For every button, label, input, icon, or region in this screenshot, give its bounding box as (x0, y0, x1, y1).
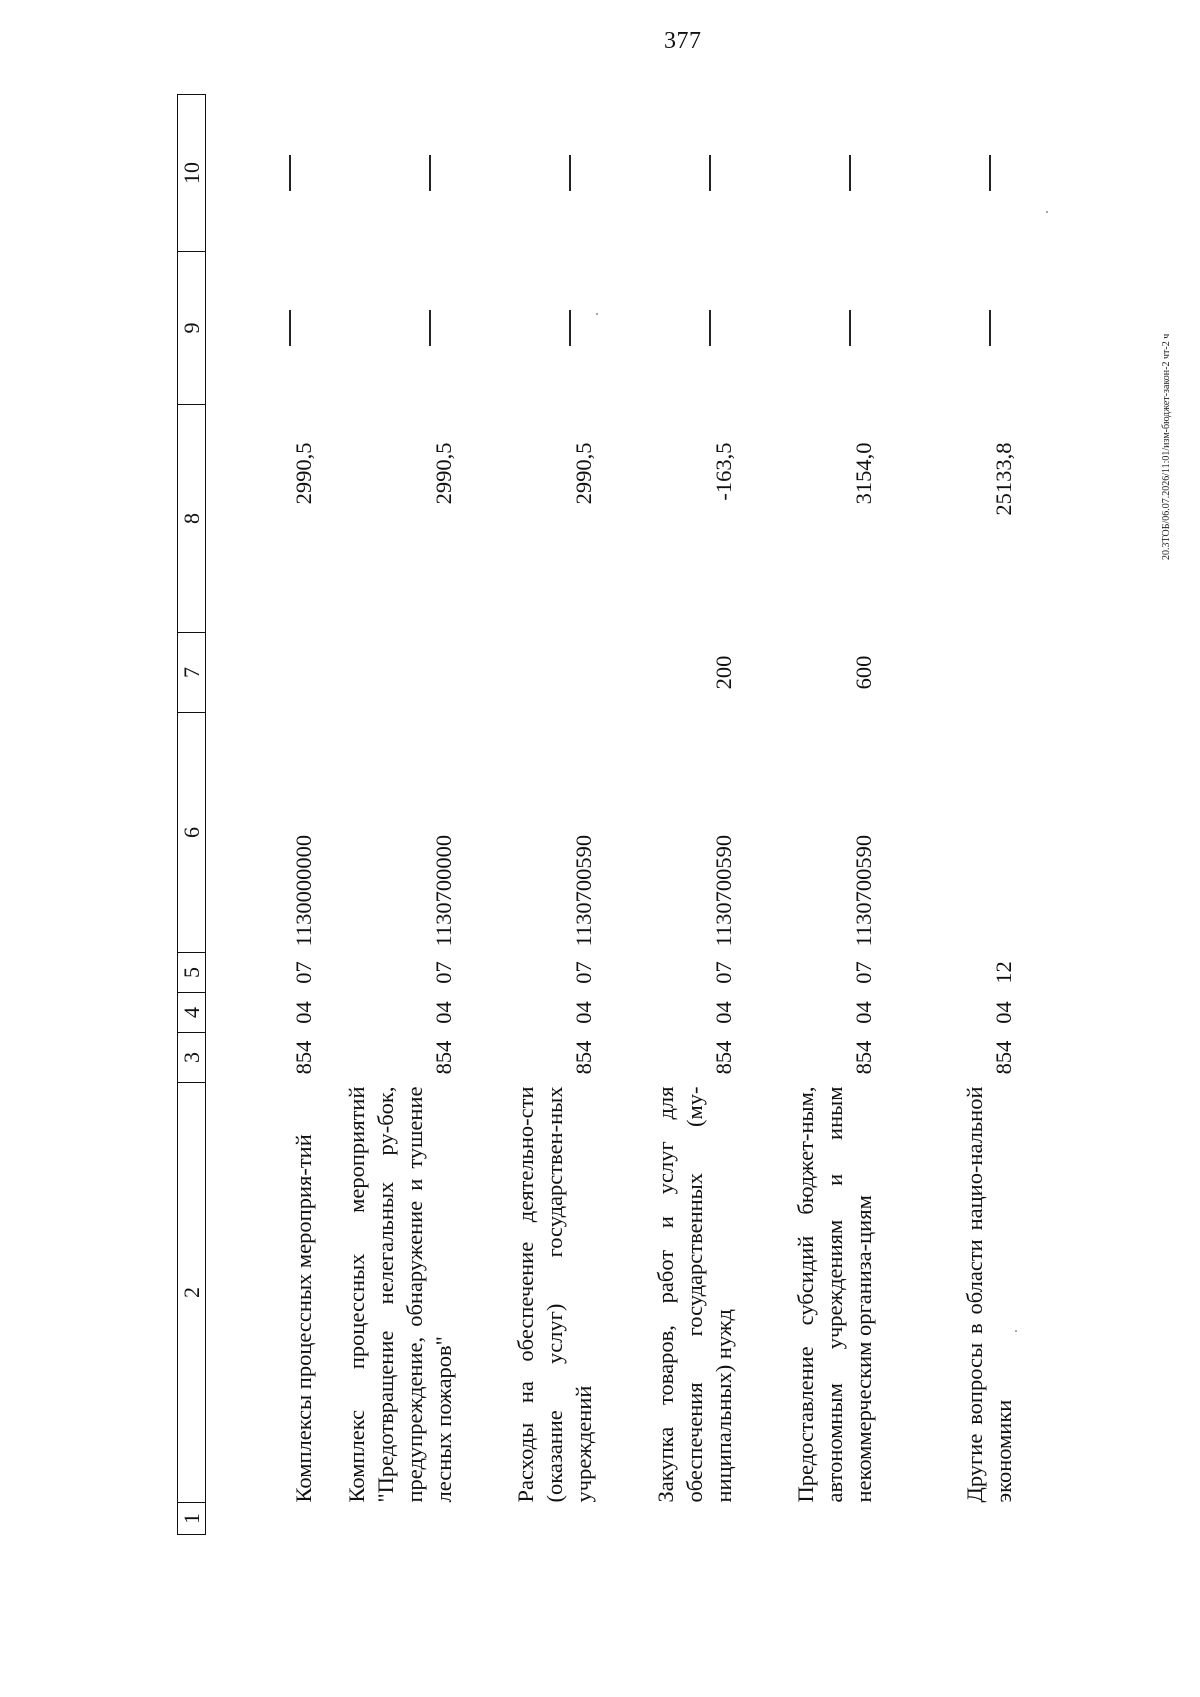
dash-cell (878, 252, 1018, 405)
code-cell: 04 (571, 1001, 596, 1024)
budget-table (177, 94, 1018, 1535)
table-row (598, 95, 738, 1535)
row-name-cell (878, 1083, 1018, 1503)
row-name: Комплекс процессных мероприятий "Предотвращение нелегальных ру-бок, предупреждение, обнаружение и тушение лесных пожаров" (344, 1086, 456, 1503)
row-name: Расходы на обеспечение деятельно-сти (оказание услуг) государствен-ных учреждений (513, 1086, 596, 1503)
dash-cell (318, 95, 458, 252)
row-name-cell (598, 1083, 738, 1503)
table-row (458, 95, 598, 1535)
row-name-cell (206, 1083, 319, 1503)
table-row (738, 95, 878, 1535)
code-cell: 1130700000 (431, 834, 456, 947)
row-name: Комплексы процессных мероприя-тий (291, 1134, 316, 1503)
code-cell: 854 (851, 1040, 876, 1075)
dash-cell (206, 95, 319, 252)
dash-cell (206, 252, 319, 405)
code-cell: 04 (991, 1001, 1016, 1024)
code-cell: 07 (851, 961, 876, 984)
column-header: 7 (178, 633, 206, 713)
code-cell: 07 (431, 961, 456, 984)
row-number-cell (458, 1503, 598, 1535)
dash-mark (709, 310, 711, 346)
row-number-cell (878, 1503, 1018, 1535)
row-number-cell (598, 1503, 738, 1535)
code-cell: 07 (711, 961, 736, 984)
column-header: 10 (178, 95, 206, 252)
document-stamp: 20.3ТОБ/06.07.2026/11:01/изм-бюджет-закон-2 чт-2 ч (1161, 333, 1172, 560)
amount-cell: 2990,5 (431, 442, 456, 505)
row-name-cell (738, 1083, 878, 1503)
dash-cell (458, 252, 598, 405)
dash-cell (738, 252, 878, 405)
dash-mark (709, 155, 711, 191)
dash-mark (849, 155, 851, 191)
code-cell: 1130700590 (571, 834, 596, 947)
row-name: Другие вопросы в области нацио-нальной экономики (962, 1086, 1016, 1503)
amount-cell: 3154,0 (851, 442, 876, 505)
code-cell: 1130700590 (711, 834, 736, 947)
code-cell: 1130700590 (851, 834, 876, 947)
dash-cell (458, 95, 598, 252)
scan-artifact (1046, 211, 1048, 213)
dash-mark (569, 310, 571, 346)
budget-table-rotated (177, 95, 1017, 1535)
amount-cell: 25133,8 (991, 442, 1016, 516)
code-cell: 854 (711, 1040, 736, 1075)
code-cell: 854 (431, 1040, 456, 1075)
code-cell: 854 (291, 1040, 316, 1075)
dash-cell (598, 252, 738, 405)
dash-cell (598, 95, 738, 252)
code-cell (458, 633, 598, 713)
column-header: 5 (178, 953, 206, 993)
column-header: 4 (178, 993, 206, 1033)
dash-mark (989, 155, 991, 191)
code-cell: 854 (991, 1040, 1016, 1075)
code-cell: 600 (851, 655, 876, 690)
code-cell: 200 (711, 655, 736, 690)
column-header: 1 (178, 1503, 206, 1535)
dash-mark (849, 310, 851, 346)
amount-cell: 2990,5 (571, 442, 596, 505)
row-name-cell (458, 1083, 598, 1503)
code-cell: 04 (291, 1001, 316, 1024)
code-cell (878, 633, 1018, 713)
code-cell (206, 633, 319, 713)
dash-mark (569, 155, 571, 191)
dash-cell (318, 252, 458, 405)
row-number-cell (206, 1503, 319, 1535)
row-name-cell (318, 1083, 458, 1503)
page-number: 377 (664, 28, 702, 54)
dash-cell (878, 95, 1018, 252)
row-name: Предоставление субсидий бюджет-ным, автономным учреждениям и иным некоммерческим организа-циям (793, 1086, 876, 1503)
dash-cell (738, 95, 878, 252)
code-cell: 04 (711, 1001, 736, 1024)
column-header: 3 (178, 1033, 206, 1083)
code-cell: 1130000000 (291, 834, 316, 947)
code-cell: 07 (291, 961, 316, 984)
dash-mark (289, 155, 291, 191)
amount-cell: 2990,5 (291, 442, 316, 505)
code-cell: 07 (571, 961, 596, 984)
row-name: Закупка товаров, работ и услуг для обеспечения государственных (му-ниципальных) нужд (653, 1086, 736, 1503)
dash-mark (289, 310, 291, 346)
table-row (206, 95, 319, 1535)
dash-mark (429, 155, 431, 191)
dash-mark (429, 310, 431, 346)
column-header: 6 (178, 713, 206, 953)
row-number-cell (738, 1503, 878, 1535)
table-header-row (178, 95, 206, 1535)
column-header: 9 (178, 252, 206, 405)
table-row (878, 95, 1018, 1535)
row-number-cell (318, 1503, 458, 1535)
amount-cell: -163,5 (711, 442, 736, 501)
dash-mark (989, 310, 991, 346)
code-cell: 12 (991, 961, 1016, 984)
code-cell (318, 633, 458, 713)
code-cell (878, 713, 1018, 953)
code-cell: 854 (571, 1040, 596, 1075)
code-cell: 04 (431, 1001, 456, 1024)
column-header: 8 (178, 405, 206, 633)
column-header: 2 (178, 1083, 206, 1503)
table-row (318, 95, 458, 1535)
code-cell: 04 (851, 1001, 876, 1024)
